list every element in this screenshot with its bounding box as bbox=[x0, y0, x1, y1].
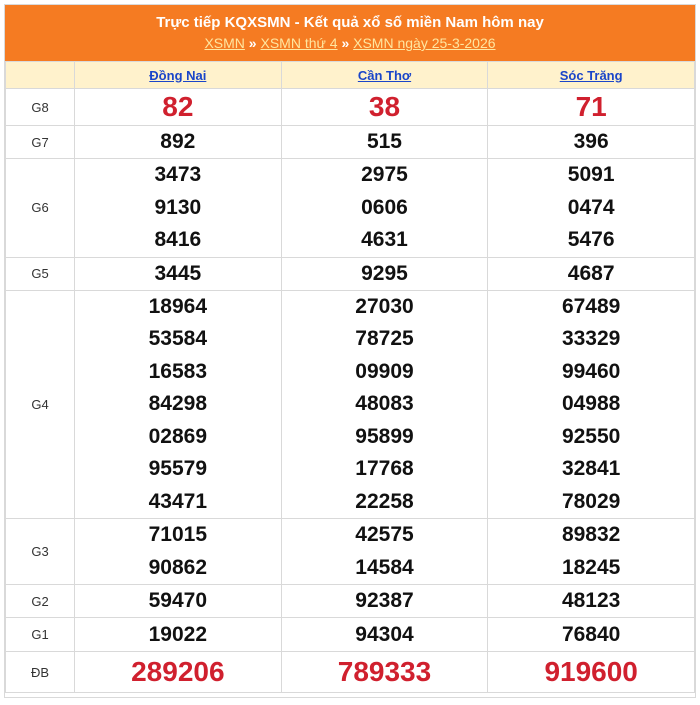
result-cell bbox=[281, 519, 488, 585]
result-number: 18964 bbox=[148, 294, 208, 318]
result-number: 14584 bbox=[355, 555, 414, 579]
breadcrumb-xsmn-link[interactable]: XSMN bbox=[204, 35, 245, 51]
result-number: 38 bbox=[368, 91, 401, 122]
breadcrumb-date-link[interactable]: XSMN ngày 25-3-2026 bbox=[353, 35, 496, 51]
result-number: 396 bbox=[573, 130, 609, 153]
breadcrumb bbox=[5, 33, 695, 53]
result-cell bbox=[281, 585, 488, 618]
result-number: 78029 bbox=[561, 489, 621, 513]
result-number: 3445 bbox=[154, 261, 202, 285]
prize-label: G5 bbox=[6, 257, 75, 290]
prize-label: ĐB bbox=[6, 652, 75, 693]
result-number: 90862 bbox=[148, 555, 208, 579]
result-cell bbox=[75, 585, 282, 618]
result-number: 27030 bbox=[355, 294, 414, 318]
result-number: 33329 bbox=[561, 327, 621, 350]
result-number: 19022 bbox=[148, 623, 208, 646]
result-number: 76840 bbox=[561, 623, 621, 646]
result-number: 16583 bbox=[148, 359, 208, 383]
result-number: 82 bbox=[162, 91, 194, 122]
result-cell bbox=[488, 618, 695, 652]
result-number: 09909 bbox=[355, 359, 414, 383]
province-header-row bbox=[6, 62, 695, 89]
result-number: 04988 bbox=[561, 392, 621, 415]
result-number: 9130 bbox=[154, 195, 202, 219]
breadcrumb-separator: » bbox=[248, 35, 257, 51]
result-cell bbox=[75, 652, 282, 693]
result-cell bbox=[488, 290, 695, 519]
result-number: 48123 bbox=[561, 589, 621, 612]
result-number: 43471 bbox=[148, 489, 208, 513]
result-number: 4631 bbox=[361, 228, 408, 251]
prize-row bbox=[6, 159, 695, 258]
result-number: 99460 bbox=[561, 359, 621, 383]
result-number: 67489 bbox=[561, 294, 621, 318]
result-number: 48083 bbox=[355, 392, 414, 415]
prize-label: G2 bbox=[6, 585, 75, 618]
result-number: 95579 bbox=[148, 457, 208, 480]
province-link-can-tho[interactable]: Cần Thơ bbox=[357, 67, 412, 83]
result-cell bbox=[488, 89, 695, 126]
result-number: 78725 bbox=[355, 327, 414, 350]
result-number: 2975 bbox=[361, 163, 408, 186]
result-cell bbox=[281, 159, 488, 258]
result-cell bbox=[75, 89, 282, 126]
result-cell bbox=[281, 652, 488, 693]
breadcrumb-separator: » bbox=[341, 35, 350, 51]
result-number: 515 bbox=[366, 130, 402, 153]
result-number: 42575 bbox=[355, 523, 414, 546]
results-panel bbox=[4, 4, 696, 698]
result-number: 5476 bbox=[567, 228, 615, 251]
prize-label: G6 bbox=[6, 159, 75, 258]
result-number: 789333 bbox=[337, 656, 432, 687]
result-cell bbox=[75, 257, 282, 290]
results-table bbox=[5, 61, 695, 693]
result-number: 92550 bbox=[561, 424, 621, 448]
prize-label: G1 bbox=[6, 618, 75, 652]
prize-row bbox=[6, 618, 695, 652]
result-cell bbox=[488, 257, 695, 290]
result-number: 0474 bbox=[567, 195, 615, 219]
prize-label: G7 bbox=[6, 126, 75, 159]
breadcrumb-weekday-link[interactable]: XSMN thứ 4 bbox=[260, 35, 338, 51]
prize-label: G3 bbox=[6, 519, 75, 585]
result-cell bbox=[281, 126, 488, 159]
result-cell bbox=[488, 585, 695, 618]
result-number: 22258 bbox=[355, 489, 414, 513]
prize-column-header bbox=[6, 62, 75, 89]
prize-row bbox=[6, 126, 695, 159]
result-cell bbox=[488, 652, 695, 693]
result-cell bbox=[75, 290, 282, 519]
province-link-dong-nai[interactable]: Đồng Nai bbox=[149, 67, 207, 83]
result-number: 89832 bbox=[561, 523, 621, 546]
result-number: 4687 bbox=[567, 261, 615, 285]
result-cell bbox=[75, 618, 282, 652]
result-number: 71 bbox=[575, 91, 607, 122]
prize-label: G8 bbox=[6, 89, 75, 126]
result-cell bbox=[488, 519, 695, 585]
result-number: 71015 bbox=[148, 523, 208, 546]
result-cell bbox=[75, 159, 282, 258]
prize-row bbox=[6, 652, 695, 693]
result-number: 32841 bbox=[561, 457, 621, 480]
page-title: Trực tiếp KQXSMN - Kết quả xổ số miền Nam hôm nay bbox=[156, 14, 544, 31]
result-number: 92387 bbox=[355, 589, 414, 612]
result-number: 02869 bbox=[148, 424, 208, 448]
result-number: 0606 bbox=[361, 195, 408, 219]
results-header bbox=[5, 5, 695, 61]
result-number: 59470 bbox=[148, 589, 208, 612]
province-link-soc-trang[interactable]: Sóc Trăng bbox=[559, 67, 623, 83]
result-number: 95899 bbox=[355, 424, 414, 448]
result-cell bbox=[281, 257, 488, 290]
prize-row bbox=[6, 290, 695, 519]
result-number: 53584 bbox=[148, 327, 208, 350]
result-cell bbox=[75, 519, 282, 585]
result-cell bbox=[488, 126, 695, 159]
prize-label: G4 bbox=[6, 290, 75, 519]
result-number: 3473 bbox=[154, 163, 202, 186]
result-number: 9295 bbox=[361, 261, 408, 285]
result-cell bbox=[281, 618, 488, 652]
result-number: 892 bbox=[160, 130, 196, 153]
result-number: 5091 bbox=[567, 163, 615, 186]
prize-row bbox=[6, 89, 695, 126]
result-cell bbox=[281, 290, 488, 519]
result-number: 18245 bbox=[561, 555, 621, 579]
result-number: 17768 bbox=[355, 457, 414, 480]
result-cell bbox=[488, 159, 695, 258]
result-cell bbox=[281, 89, 488, 126]
result-number: 84298 bbox=[148, 392, 208, 415]
prize-row bbox=[6, 585, 695, 618]
result-number: 8416 bbox=[154, 228, 202, 251]
result-number: 289206 bbox=[131, 656, 225, 687]
prize-row bbox=[6, 257, 695, 290]
result-number: 919600 bbox=[544, 656, 638, 687]
result-number: 94304 bbox=[355, 623, 414, 646]
prize-row bbox=[6, 519, 695, 585]
result-cell bbox=[75, 126, 282, 159]
